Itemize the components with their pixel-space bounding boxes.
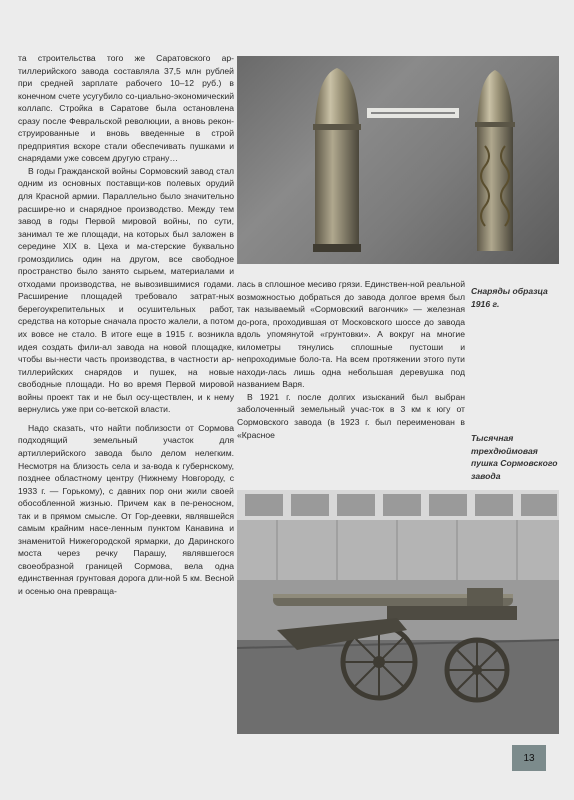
paragraph: та строительства того же Саратовского ар-тиллерийского завода составляла 37,5 млн рублей при средней зарплате рабочего 10–12 руб.) в конечном счете усугубило со-циально-экономический коллапс. Стройка в Саратове была остановлена сразу после Февральской революции, а вновь рекон-струированные и вновь введенные в строй предприятия вскоре стали обеспечивать пушками и снарядами уже совсем другую страну… — [18, 53, 234, 164]
cannon-caption: Тысячная трехдюймовая пушка Сормовского завода — [471, 433, 558, 481]
paragraph: Надо сказать, что найти поблизости от Сормова подходящий земельный участок для артиллерийского завода было делом нелегким. Несмотря на близость села и за-вода к губернскому, позднее областному центру (Нижнему Новгороду, с 1933 г. — Горькому), с давних пор они жили своей обособленной жизнью. Причем как в пе-реносном, так и в прямом смысле. От Гор-деевки, являвшейся самым крайним насе-ленным пунктом Канавина и знаменитой Нижегородской ярмарки, до Даринского моста через речку Парашу, являвшегося своеобразной границей Сормова, вела одна единственная грунтовая дорога дли-ной 5 км. Весной и осенью она превраща- — [18, 422, 234, 596]
paragraph: лась в сплошное месиво грязи. Единствен-ной реальной возможностью добраться до завода долгое время был так называемый «Сормовский вагончик» — железная до-рога, проходившая от Московского шоссе до завода вдоль упомянутой «грунтовки». А вокруг на многие километры тянулись сплошные пустоши и непроходимые боло-та. На всем протяжении этого пути находи-лась лишь одна небольшая деревушка под названием Варя. — [237, 279, 465, 390]
paragraph: В годы Гражданской войны Сормовский завод стал одним из основных поставщи-ков полевых орудий для Красной армии. Параллельно было значительно расшире-но и снарядное производство. Между тем завод в годы Первой мировой войны, по сути, занимал те же площади, на которых был заложен в середине XIX в. Цеха и ма-стерские буквально громоздились один на другом, все свободное пространство было занято сырьем, материалами и отходами производства, не вывозившимися годами. Расширение площадей требовало затрат-ных берегоукрепительных и осушительных работ, средства на которые сначала просто жалели, а потом их вовсе не стало. В итоге еще в 1915 г. возникла идея создать фили-ал завода на новой площадке, чтобы вы-нести часть производства, в частности ар-тиллерийских снарядов и пушек, на новые свободные площади. Но во время Первой мировой войны проект так и не был осу-ществлен, и к нему вернулись уже при со-ветской власти. — [18, 165, 234, 415]
page-number-box — [512, 745, 546, 771]
left-text-column — [18, 52, 234, 598]
page-number: 13 — [523, 752, 535, 764]
paragraph: В 1921 г. после долгих изысканий был выбран заболоченный земельный учас-ток в 3 км к югу от Сормовского завода (в 1923 г. был переименован в «Красное — [237, 391, 465, 440]
cannon-photo — [237, 490, 559, 734]
shells-caption: Снаряды образца 1916 г. — [471, 286, 548, 309]
middle-text-column — [237, 278, 465, 441]
shells-photo — [237, 56, 559, 264]
